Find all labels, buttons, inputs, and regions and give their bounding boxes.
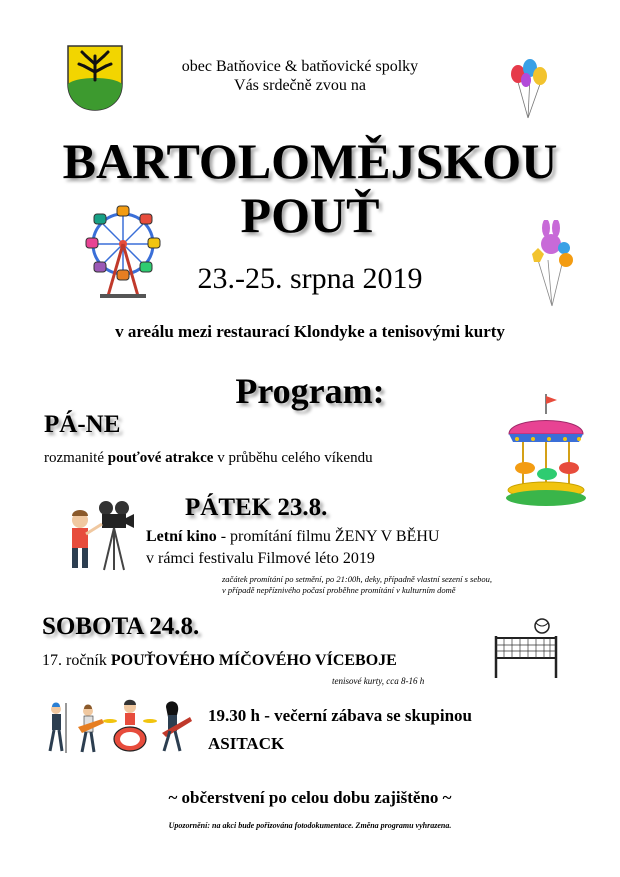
sobota-heading: SOBOTA 24.8. (42, 613, 200, 640)
kino-line (146, 528, 439, 546)
pa-ne-heading: PÁ-NE (44, 411, 121, 438)
volley-prefix: 17. ročník (42, 652, 111, 669)
pa-ne-text-bold: pouťové atrakce (107, 450, 214, 466)
pa-ne-description (44, 450, 373, 467)
band-icon (44, 695, 196, 755)
pa-ne-text-after: v průběhu celého víkendu (213, 450, 373, 466)
kino-label: Letní kino (146, 528, 217, 545)
kino-note-line2: v případě nepříznivého počasí proběhne promítání v kulturním domě (222, 585, 456, 595)
volleyball-net-icon (490, 618, 562, 680)
program-heading: Program: (235, 371, 385, 411)
balloons-icon (508, 58, 548, 122)
patek-heading: PÁTEK 23.8. (185, 494, 328, 521)
crest-icon (66, 44, 124, 112)
kino-note (222, 574, 592, 596)
invite-line: Vás srdečně zvou na (234, 77, 366, 94)
event-venue: v areálu mezi restaurací Klondyke a tenisovými kurty (115, 322, 505, 341)
refreshments-line: ~ občerstvení po celou dobu zajištěno ~ (168, 788, 452, 807)
event-title-line2: POUŤ (240, 187, 380, 243)
pa-ne-text-before: rozmanité (44, 450, 108, 466)
event-dates: 23.-25. srpna 2019 (197, 262, 423, 295)
evening-band-name: ASITACK (208, 734, 285, 753)
volley-title: POUŤOVÉHO MÍČOVÉHO VÍCEBOJE (110, 652, 397, 669)
cameraman-icon (62, 498, 134, 572)
organizer-line: obec Batňovice & batňovické spolky (181, 58, 419, 75)
kino-film: - promítání filmu ŽENY V BĚHU (216, 528, 440, 545)
volley-line (42, 652, 397, 670)
evening-line1: 19.30 h - večerní zábava se skupinou (208, 706, 472, 725)
volley-note: tenisové kurty, cca 8-16 h (332, 676, 425, 686)
event-title-line1: BARTOLOMĚJSKOU (62, 133, 558, 189)
carousel-icon (503, 392, 589, 510)
footer-notice: Upozornění: na akci bude pořizována fotodokumentace. Změna programu vyhrazena. (168, 821, 452, 830)
festival-line: v rámci festivalu Filmové léto 2019 (146, 550, 375, 567)
kino-note-line1: začátek promítání po setmění, po 21:00h, deky, případně vlastní sezení s sebou, (222, 574, 492, 584)
